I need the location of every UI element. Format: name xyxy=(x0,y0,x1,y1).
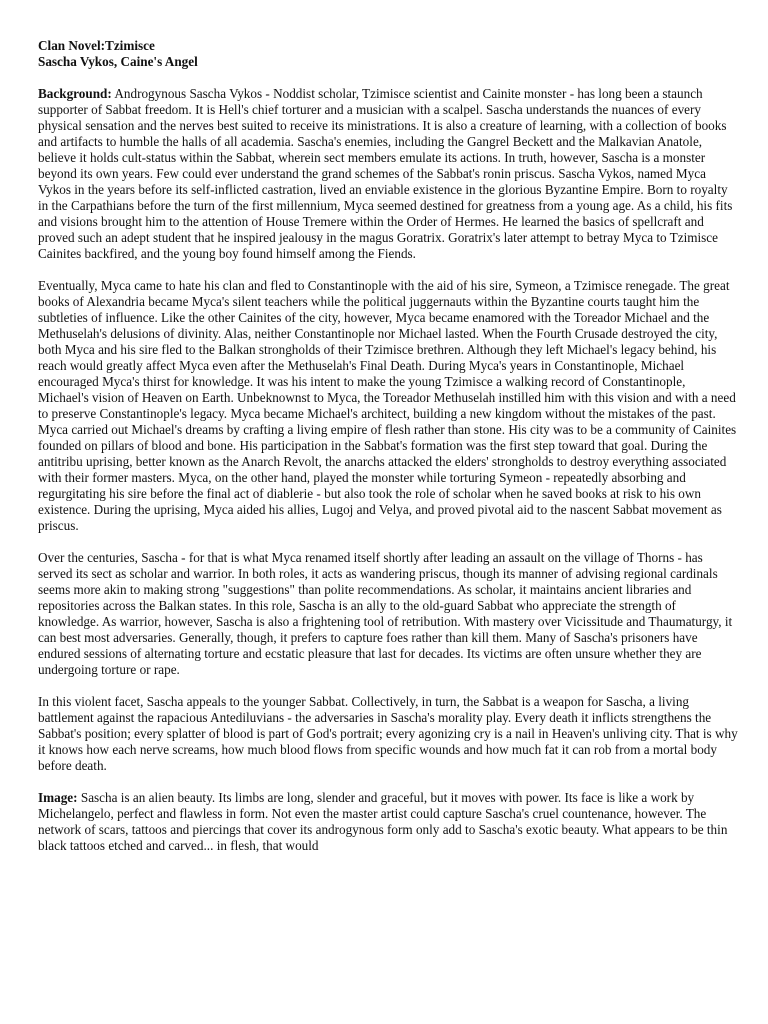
document-subtitle: Sascha Vykos, Caine's Angel xyxy=(38,54,198,69)
document-title: Clan Novel:Tzimisce xyxy=(38,38,155,53)
paragraph-image xyxy=(38,790,738,854)
paragraph-label: Background: xyxy=(38,86,112,101)
paragraph-text: In this violent facet, Sascha appeals to the younger Sabbat. Collectively, in turn, the Sabbat is a weapon for Sascha, a living battlement against the rapacious Antediluvians - the adversaries in Sascha's morality play. Every death it inflicts strengthens the Sabbat's position; every splatter of blood is part of God's portrait; every agonizing cry is a nail in Heaven's unliving city. That is why it knows how each nerve screams, how much blood flows from specific wounds and how much fat it can rob from a mortal body before death. xyxy=(38,694,738,773)
document-page xyxy=(38,38,738,870)
paragraph-text: Androgynous Sascha Vykos - Noddist scholar, Tzimisce scientist and Cainite monster - has long been a staunch supporter of Sabbat freedom. It is Hell's chief torturer and a musician with a scalpel. Sascha understands the nuances of every physical sensation and the nerves best suited to receive its ministrations. It is also a creature of learning, with a collection of books and artifacts to humble the halls of all academia. Sascha's enemies, including the Gangrel Beckett and the Malkavian Anatole, believe it holds cult-status within the Sabbat, wherein sect members emulate its actions. In truth, however, Sascha is a monster beyond its own years. Few could ever understand the grand schemes of the Sabbat's ronin priscus. Sascha Vykos, named Myca Vykos in the years before its self-inflicted castration, lived an enviable existence in the glorious Byzantine Empire. Born to royalty in the Carpathians before the turn of the first millennium, Myca seemed destined for greatness from a young age. As a child, his fits and visions brought him to the attention of House Tremere within the Order of Hermes. He learned the basics of spellcraft and proved such an adept student that he inspired jealousy in the magus Goratrix. Goratrix's later attempt to betray Myca to Tzimisce Cainites backfired, and the young boy found himself among the Fiends. xyxy=(38,86,733,261)
document-header xyxy=(38,38,738,70)
paragraph-violent-facet xyxy=(38,694,738,774)
paragraph-centuries xyxy=(38,550,738,678)
paragraph-background xyxy=(38,86,738,262)
paragraph-label: Image: xyxy=(38,790,78,805)
paragraph-history xyxy=(38,278,738,534)
paragraph-text: Sascha is an alien beauty. Its limbs are long, slender and graceful, but it moves with power. Its face is like a work by Michelangelo, perfect and flawless in form. Not even the master artist could capture Sascha's cruel countenance, however. The network of scars, tattoos and piercings that cover its androgynous form only add to Sascha's exotic beauty. What appears to be thin black tattoos etched and carved... in flesh, that would xyxy=(38,790,728,853)
paragraph-text: Eventually, Myca came to hate his clan and fled to Constantinople with the aid of his sire, Symeon, a Tzimisce renegade. The great books of Alexandria became Myca's silent teachers while the political juggernauts within the Byzantine courts taught him the subtleties of influence. Like the other Cainites of the city, however, Myca became enamored with the Toreador Michael and the Methuselah's delusions of divinity. Alas, neither Constantinople nor Michael lasted. When the Fourth Crusade destroyed the city, both Myca and his sire fled to the Balkan strongholds of their Tzimisce brethren. Although they left Michael's legacy behind, his reach would greatly affect Myca even after the Methuselah's Final Death. During Myca's years in Constantinople, Michael encouraged Myca's thirst for knowledge. It was his intent to make the young Tzimisce a walking record of Constantinople, Michael's vision of Heaven on Earth. Unbeknownst to Myca, the Toreador Methuselah instilled him with this vision and with a need to preserve Constantinople's legacy. Myca became Michael's architect, building a new kingdom without the mistakes of the past. Myca carried out Michael's dreams by crafting a living empire of flesh rather than stone. His city was to be a community of Cainites founded on pillars of blood and bone. His participation in the Sabbat's formation was the first step toward that goal. During the antitribu uprising, better known as the Anarch Revolt, the anarchs attacked the elders' strongholds to destroy everything associated with their former masters. Myca, on the other hand, played the monster while torturing Symeon - repeatedly absorbing and regurgitating his sire before the final act of diablerie - but also took the role of scholar when he saved books at risk to his own existence. During the uprising, Myca aided his allies, Lugoj and Velya, and proved pivotal aid to the nascent Sabbat movement as priscus. xyxy=(38,278,737,533)
paragraph-text: Over the centuries, Sascha - for that is what Myca renamed itself shortly after leading an assault on the village of Thorns - has served its sect as scholar and warrior. In both roles, it acts as wandering priscus, though its manner of advising regional cardinals seems more akin to making strong "suggestions" than polite recommendations. As scholar, it maintains ancient libraries and repositories across the Balkan states. In this role, Sascha is an ally to the old-guard Sabbat who appreciate the strength of knowledge. As warrior, however, Sascha is also a frightening tool of retribution. With mastery over Vicissitude and Thaumaturgy, it can best most adversaries. Generally, though, it prefers to capture foes rather than kill them. Many of Sascha's prisoners have endured sessions of alternating torture and ecstatic pleasure that last for decades. Its victims are often unsure whether they are undergoing torture or rape. xyxy=(38,550,733,677)
